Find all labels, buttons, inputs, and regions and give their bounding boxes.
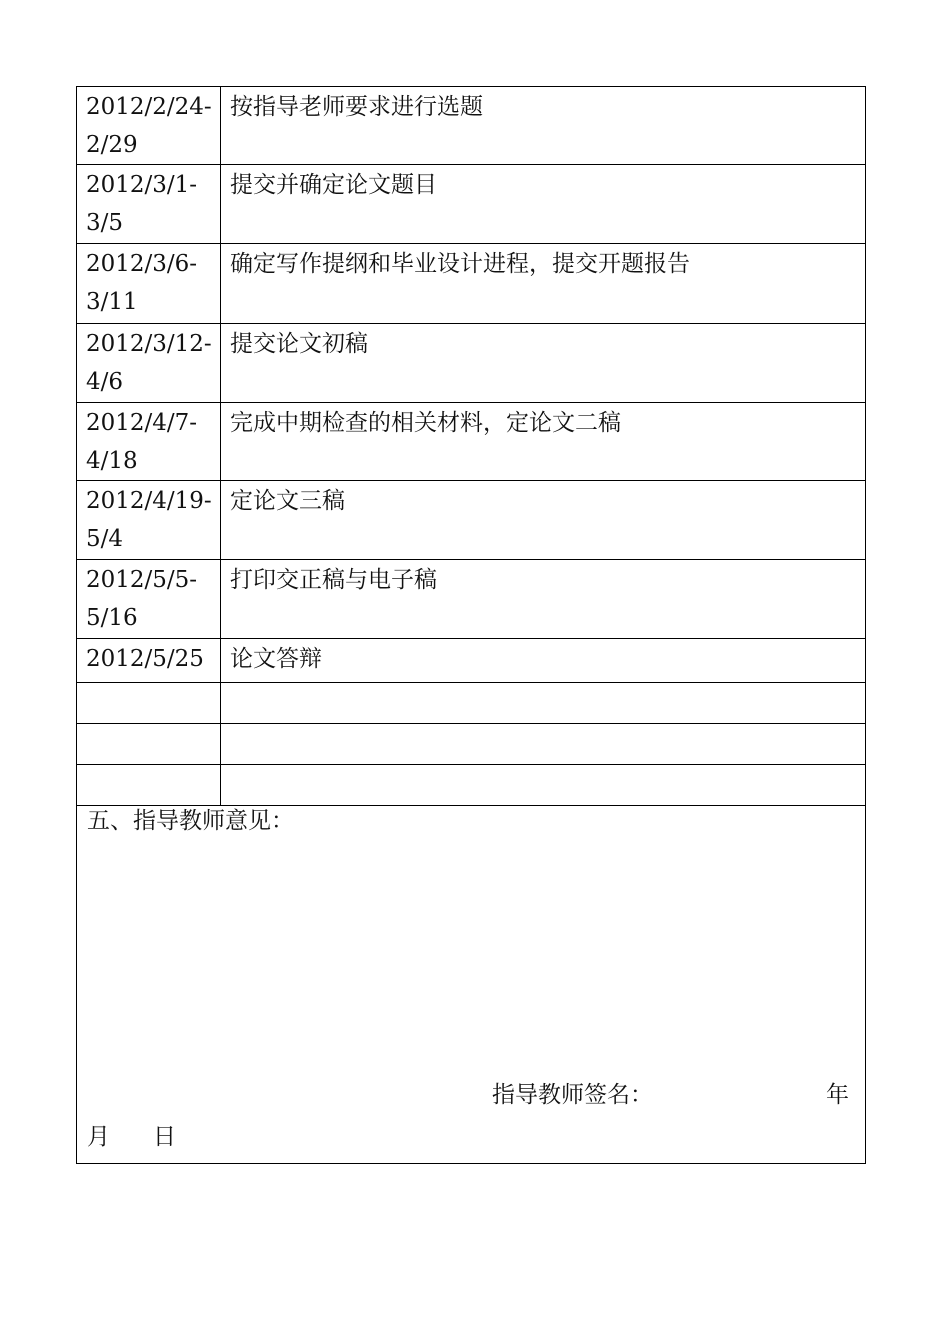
task-cell xyxy=(221,724,866,765)
task-cell xyxy=(221,481,866,560)
opinion-row xyxy=(77,806,866,1164)
signature-label: 指导教师签名： xyxy=(492,1082,653,1108)
date-text: 2012/3/12-4/6 xyxy=(86,331,212,395)
table-row xyxy=(77,403,866,481)
date-text: 2012/5/25 xyxy=(86,646,204,672)
task-cell xyxy=(221,324,866,403)
date-cell xyxy=(77,165,221,244)
table-row xyxy=(77,87,866,165)
task-text: 完成中期检查的相关材料，定论文二稿 xyxy=(230,410,621,436)
table-row xyxy=(77,244,866,324)
task-cell xyxy=(221,165,866,244)
month-label: 月 xyxy=(87,1124,110,1150)
date-cell xyxy=(77,560,221,639)
date-cell xyxy=(77,683,221,724)
table-row xyxy=(77,639,866,683)
date-text: 2012/4/7-4/18 xyxy=(86,410,198,474)
date-text: 2012/3/1-3/5 xyxy=(86,172,198,236)
table-row xyxy=(77,324,866,403)
year-label: 年 xyxy=(826,1082,849,1108)
task-text: 提交论文初稿 xyxy=(230,331,368,357)
date-cell xyxy=(77,403,221,481)
task-text: 提交并确定论文题目 xyxy=(230,172,437,198)
date-cell xyxy=(77,87,221,165)
task-cell xyxy=(221,765,866,806)
task-cell xyxy=(221,244,866,324)
date-cell xyxy=(77,324,221,403)
date-cell xyxy=(77,481,221,560)
task-cell xyxy=(221,87,866,165)
task-cell xyxy=(221,683,866,724)
task-cell xyxy=(221,403,866,481)
date-text: 2012/4/19-5/4 xyxy=(86,488,212,552)
date-text: 2012/3/6-3/11 xyxy=(86,251,198,315)
date-cell xyxy=(77,724,221,765)
task-text: 按指导老师要求进行选题 xyxy=(230,94,483,120)
task-cell xyxy=(221,639,866,683)
table-row xyxy=(77,560,866,639)
task-text: 打印交正稿与电子稿 xyxy=(230,567,437,593)
day-label: 日 xyxy=(153,1124,176,1150)
empty-row xyxy=(77,683,866,724)
date-cell xyxy=(77,765,221,806)
advisor-opinion-cell xyxy=(77,806,866,1164)
task-text: 论文答辩 xyxy=(230,646,322,672)
task-text: 确定写作提纲和毕业设计进程，提交开题报告 xyxy=(230,251,690,277)
task-cell xyxy=(221,560,866,639)
date-cell xyxy=(77,639,221,683)
schedule-table xyxy=(76,86,866,1164)
date-text: 2012/2/24-2/29 xyxy=(86,94,212,158)
empty-row xyxy=(77,765,866,806)
table-row xyxy=(77,165,866,244)
date-text: 2012/5/5-5/16 xyxy=(86,567,198,631)
advisor-opinion-title: 五、指导教师意见： xyxy=(87,808,294,834)
task-text: 定论文三稿 xyxy=(230,488,345,514)
date-cell xyxy=(77,244,221,324)
table-row xyxy=(77,481,866,560)
empty-row xyxy=(77,724,866,765)
